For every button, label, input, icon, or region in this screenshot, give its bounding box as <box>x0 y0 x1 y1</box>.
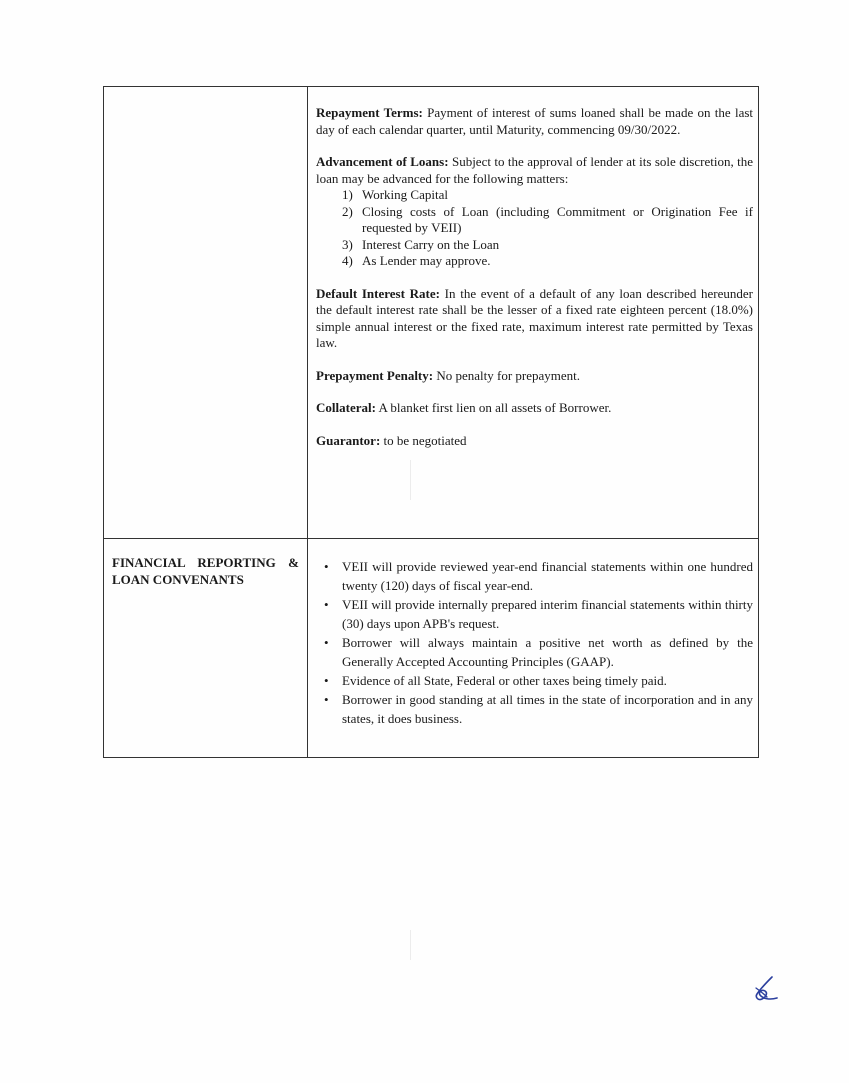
list-item <box>342 253 753 270</box>
row-label-cell-financial-reporting <box>104 539 308 758</box>
list-item <box>324 671 753 690</box>
repayment-terms-paragraph <box>316 105 753 138</box>
advancement-text: Subject to the approval of lender at its sole discretion, the loan may be advanced for the following matters: <box>316 154 754 186</box>
list-item <box>324 633 753 671</box>
list-item <box>342 187 753 204</box>
row-label-cell-empty <box>104 87 308 539</box>
loan-terms-table <box>103 86 759 758</box>
table-row-repayment-terms <box>104 87 759 539</box>
list-item <box>342 237 753 254</box>
bullet-icon: • <box>324 559 329 574</box>
bullet-icon: • <box>324 692 329 707</box>
list-item-text: Interest Carry on the Loan <box>362 236 500 252</box>
bullet-icon: • <box>324 635 329 650</box>
advancement-list <box>316 187 753 270</box>
list-item <box>324 690 753 728</box>
financial-reporting-label: FINANCIAL REPORTING & LOAN CONVENANTS <box>112 555 299 587</box>
list-item-number: 1) <box>342 187 353 202</box>
list-item-text: Closing costs of Loan (including Commitment or Origination Fee if requested by VEII) <box>362 203 753 235</box>
advancement-paragraph <box>316 154 753 270</box>
list-item-text: VEII will provide internally prepared interim financial statements within thirty (30) days upon APB's request. <box>342 597 753 631</box>
list-item-text: Evidence of all State, Federal or other taxes being timely paid. <box>342 673 667 688</box>
list-item <box>324 595 753 633</box>
list-item <box>324 557 753 595</box>
covenants-list <box>316 557 753 728</box>
list-item-text: Borrower will always maintain a positive net worth as defined by the Generally Accepted Accounting Principles (GAAP). <box>342 635 753 669</box>
repayment-terms-text: Payment of interest of sums loaned shall be made on the last day of each calendar quarter, until Maturity, commencing 09/30/2022. <box>316 105 754 137</box>
table-row-financial-reporting <box>104 539 759 758</box>
collateral-paragraph <box>316 400 753 417</box>
guarantor-text: to be negotiated <box>383 432 467 448</box>
scan-artifact-line <box>410 930 411 960</box>
list-item-text: Borrower in good standing at all times in the state of incorporation and in any states, it does business. <box>342 692 753 726</box>
prepayment-penalty-heading: Prepayment Penalty: <box>316 367 434 383</box>
advancement-heading: Advancement of Loans: <box>316 154 449 169</box>
guarantor-paragraph <box>316 433 753 450</box>
handwritten-initials-icon <box>752 974 780 1004</box>
default-interest-rate-text: In the event of a default of any loan described hereunder the default interest rate shall be the lesser of a fixed rate eighteen percent (18.0%) simple annual interest or the fixed rate, maximum interest rate permitted by Texas law. <box>316 285 753 350</box>
bullet-icon: • <box>324 673 329 688</box>
list-item-text: Working Capital <box>362 187 448 202</box>
list-item-number: 4) <box>342 253 353 268</box>
default-interest-rate-paragraph <box>316 286 753 352</box>
prepayment-penalty-text: No penalty for prepayment. <box>436 367 581 383</box>
default-interest-rate-heading: Default Interest Rate: <box>316 285 440 301</box>
covenants-content-cell <box>308 539 759 758</box>
scan-artifact-line <box>410 460 411 500</box>
guarantor-heading: Guarantor: <box>316 432 381 448</box>
list-item-text: As Lender may approve. <box>362 253 491 268</box>
list-item <box>342 204 753 237</box>
prepayment-penalty-paragraph <box>316 368 753 385</box>
bullet-icon: • <box>324 597 329 612</box>
repayment-terms-heading: Repayment Terms: <box>316 105 423 120</box>
list-item-text: VEII will provide reviewed year-end financial statements within one hundred twenty (120) days of fiscal year-end. <box>342 559 753 593</box>
list-item-number: 3) <box>342 236 353 252</box>
collateral-heading: Collateral: <box>316 400 376 415</box>
row-label-empty <box>104 87 307 103</box>
terms-content-cell <box>308 87 759 539</box>
collateral-text: A blanket first lien on all assets of Borrower. <box>378 400 612 415</box>
list-item-number: 2) <box>342 203 353 219</box>
